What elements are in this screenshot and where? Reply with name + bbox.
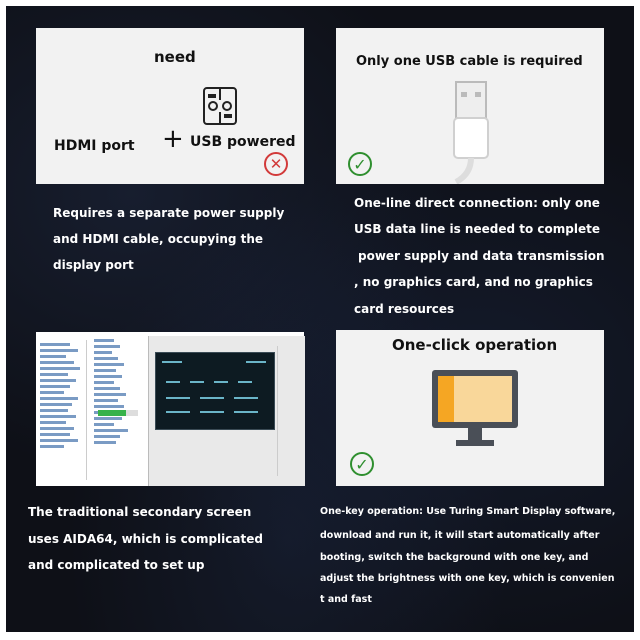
lcd-options-strip bbox=[277, 346, 298, 476]
need-label: need bbox=[154, 48, 196, 66]
aida64-screenshot bbox=[36, 332, 304, 486]
hdmi-port-label: HDMI port bbox=[54, 138, 135, 154]
lcd-preview bbox=[155, 352, 275, 430]
check-icon: ✓ bbox=[348, 152, 372, 176]
one-click-caption-line-2: download and run it, it will start automatically after bbox=[320, 530, 600, 541]
hdmi-caption-line-1: Requires a separate power supply bbox=[53, 206, 285, 220]
aida-caption-line-3: and complicated to set up bbox=[28, 558, 205, 572]
aida64-tree-panel bbox=[38, 340, 87, 480]
aida-caption-line-1: The traditional secondary screen bbox=[28, 505, 252, 519]
panel-usb-cable bbox=[336, 28, 604, 184]
usb-cable-icon bbox=[446, 78, 496, 184]
panel-hdmi-setup bbox=[36, 28, 304, 184]
usb-cable-title: Only one USB cable is required bbox=[356, 54, 583, 69]
cross-icon: ✕ bbox=[264, 152, 288, 176]
plus-sign: + bbox=[162, 124, 184, 154]
adapter-icon bbox=[202, 86, 238, 126]
usb-caption-line-3: power supply and data transmission bbox=[358, 249, 605, 263]
progress-bar bbox=[98, 410, 138, 416]
aida64-settings-panel bbox=[92, 336, 146, 482]
one-click-caption-line-1: One-key operation: Use Turing Smart Display software, bbox=[320, 506, 616, 517]
monitor-icon bbox=[430, 368, 520, 450]
one-click-caption-line-3: booting, switch the background with one key, and bbox=[320, 552, 589, 563]
aida-caption-line-2: uses AIDA64, which is complicated bbox=[28, 532, 263, 546]
one-click-caption-line-5: t and fast bbox=[320, 594, 372, 605]
one-click-title: One-click operation bbox=[392, 336, 558, 354]
usb-caption-line-1: One-line direct connection: only one bbox=[354, 196, 600, 210]
usb-powered-label: USB powered bbox=[190, 134, 296, 150]
usb-caption-line-5: card resources bbox=[354, 302, 455, 316]
hdmi-caption-line-3: display port bbox=[53, 258, 134, 272]
usb-caption-line-2: USB data line is needed to complete bbox=[354, 222, 600, 236]
usb-caption-line-4: , no graphics card, and no graphics bbox=[354, 275, 593, 289]
lcd-preview-window bbox=[148, 336, 305, 486]
panel-one-click bbox=[336, 330, 604, 486]
hdmi-caption-line-2: and HDMI cable, occupying the bbox=[53, 232, 264, 246]
check-icon: ✓ bbox=[350, 452, 374, 476]
one-click-caption-line-4: adjust the brightness with one key, which is convenien bbox=[320, 573, 615, 584]
